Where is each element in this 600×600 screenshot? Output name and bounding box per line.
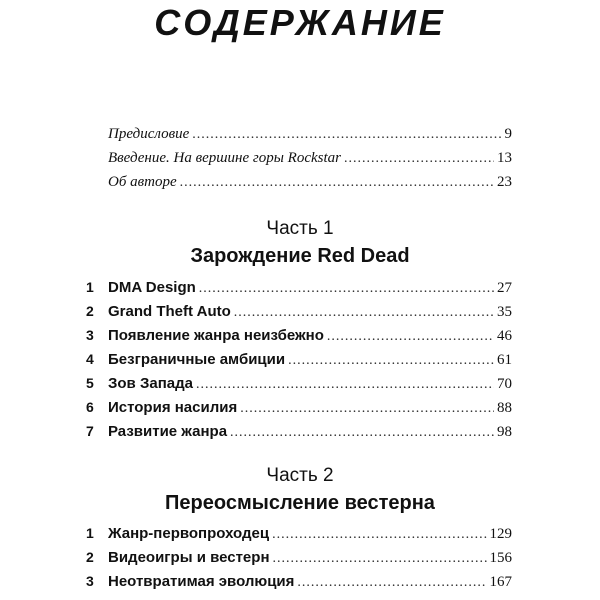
chapter-title: Развитие жанра <box>108 423 228 440</box>
page-number: 70 <box>497 376 512 392</box>
chapter-number: 1 <box>86 279 94 295</box>
chapter-title: Безграничные амбиции <box>108 351 286 368</box>
chapter-title: Жанр-первопроходец <box>108 525 270 542</box>
toc-chapter[interactable] <box>86 351 512 369</box>
leader-dots <box>240 401 494 417</box>
toc-chapter[interactable] <box>86 375 512 393</box>
chapter-number: 2 <box>86 549 94 565</box>
part-title: Зарождение Red Dead <box>190 245 410 267</box>
page-number: 167 <box>489 574 512 590</box>
leader-dots <box>192 127 501 143</box>
page-number: 129 <box>489 526 512 542</box>
toc-entry-about-author[interactable] <box>108 174 512 191</box>
chapter-title: Неотвратимая эволюция <box>108 573 295 590</box>
chapter-number: 6 <box>86 399 94 415</box>
toc-chapter[interactable] <box>86 525 512 543</box>
page-number: 13 <box>497 150 512 166</box>
page-number: 27 <box>497 280 512 296</box>
toc-chapter[interactable] <box>86 549 512 567</box>
leader-dots <box>196 377 494 393</box>
page-number: 23 <box>497 174 512 190</box>
chapter-number: 1 <box>86 525 94 541</box>
chapter-number: 4 <box>86 351 94 367</box>
chapter-number: 5 <box>86 375 94 391</box>
toc-chapter[interactable] <box>86 327 512 345</box>
chapter-title: История насилия <box>108 399 238 416</box>
page-number: 156 <box>489 550 512 566</box>
page-title: СОДЕРЖАНИЕ <box>154 2 446 43</box>
leader-dots <box>288 353 494 369</box>
chapter-number: 3 <box>86 573 94 589</box>
leader-dots <box>230 425 494 441</box>
chapter-number: 7 <box>86 423 94 439</box>
toc-chapter[interactable] <box>86 279 512 297</box>
toc-entry-preface[interactable] <box>108 126 512 143</box>
page-number: 98 <box>497 424 512 440</box>
leader-dots <box>199 281 494 297</box>
chapter-title: DMA Design <box>108 279 196 296</box>
page-number: 88 <box>497 400 512 416</box>
entry-title: Об авторе <box>108 174 177 190</box>
chapter-title: Зов Запада <box>108 375 193 392</box>
toc-chapter[interactable] <box>86 399 512 417</box>
toc-chapter[interactable] <box>86 573 512 591</box>
page-number: 46 <box>497 328 512 344</box>
chapter-number: 2 <box>86 303 94 319</box>
chapter-title: Grand Theft Auto <box>108 303 231 320</box>
chapter-number: 3 <box>86 327 94 343</box>
leader-dots <box>180 175 494 191</box>
leader-dots <box>297 575 486 591</box>
entry-title: Введение. На вершине горы Rockstar <box>108 150 341 166</box>
leader-dots <box>234 305 494 321</box>
part-label: Часть 2 <box>266 465 334 486</box>
toc-chapter[interactable] <box>86 303 512 321</box>
leader-dots <box>272 527 486 543</box>
part-label: Часть 1 <box>266 218 334 239</box>
toc-entry-introduction[interactable] <box>108 150 512 167</box>
leader-dots <box>273 551 487 567</box>
part-title: Переосмысление вестерна <box>165 492 435 514</box>
leader-dots <box>327 329 494 345</box>
entry-title: Предисловие <box>108 126 190 142</box>
page-number: 35 <box>497 304 512 320</box>
page-number: 61 <box>497 352 512 368</box>
chapter-title: Видеоигры и вестерн <box>108 549 270 566</box>
leader-dots <box>344 151 494 167</box>
page-number: 9 <box>504 126 512 142</box>
chapter-title: Появление жанра неизбежно <box>108 327 324 344</box>
toc-chapter[interactable] <box>86 423 512 441</box>
